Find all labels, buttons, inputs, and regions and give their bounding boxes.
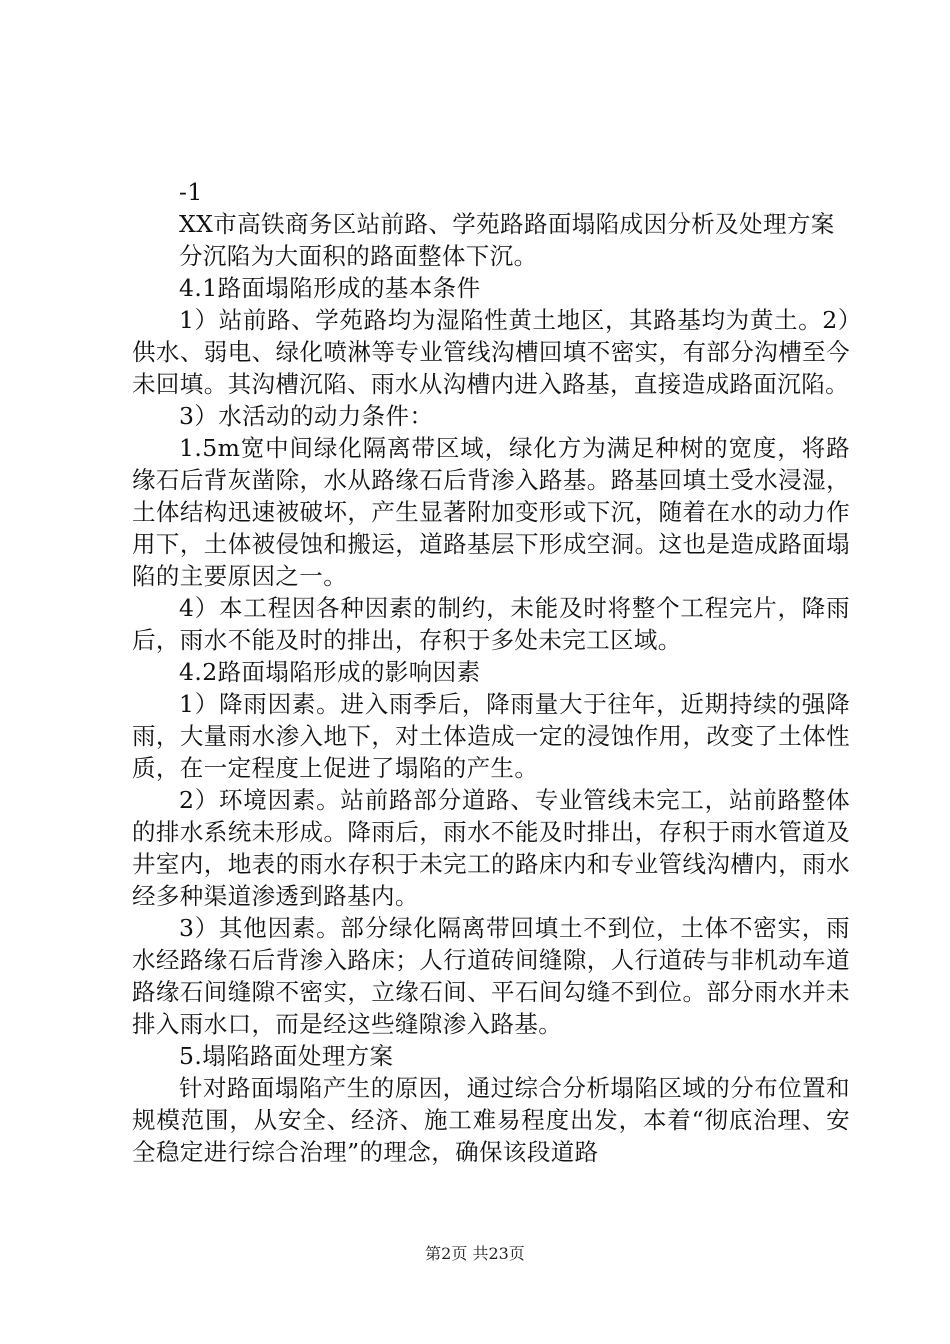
paragraph: 1）站前路、学苑路均为湿陷性黄土地区，其路基均为黄土。2）供水、弱电、绿化喷淋等专业管线沟槽回填不密实，有部分沟槽至今未回填。其沟槽沉陷、雨水从沟槽内进入路基，直接造成路面沉陷。 (132, 306, 850, 398)
paragraph: 3）其他因素。部分绿化隔离带回填土不到位，土体不密实，雨水经路缘石后背渗入路床；人行道砖间缝隙，人行道砖与非机动车道路缘石间缝隙不密实，立缘石间、平石间勾缝不到位。部分雨水并未排入雨水口，而是经这些缝隙渗入路基。 (132, 914, 850, 1038)
section-heading: 4.2路面塌陷形成的影响因素 (179, 658, 481, 686)
paragraph: 3）水活动的动力条件： (179, 402, 434, 430)
document-title: XX市高铁商务区站前路、学苑路路面塌陷成因分析及处理方案 (179, 210, 835, 238)
document-body (132, 176, 850, 1168)
page-footer: 第2页 共23页 (425, 1244, 525, 1263)
paragraph: 4）本工程因各种因素的制约，未能及时将整个工程完片，降雨后，雨水不能及时的排出，存积于多处未完工区域。 (132, 594, 850, 654)
paragraph: 针对路面塌陷产生的原因，通过综合分析塌陷区域的分布位置和规模范围，从安全、经济、施工难易程度出发，本着“彻底治理、安全稳定进行综合治理”的理念，确保该段道路 (132, 1074, 850, 1166)
paragraph: 1）降雨因素。进入雨季后，降雨量大于往年，近期持续的强降雨，大量雨水渗入地下，对土体造成一定的浸蚀作用，改变了土体性质，在一定程度上促进了塌陷的产生。 (132, 690, 850, 782)
paragraph: 2）环境因素。站前路部分道路、专业管线未完工，站前路整体的排水系统未形成。降雨后，雨水不能及时排出，存积于雨水管道及井室内，地表的雨水存积于未完工的路床内和专业管线沟槽内，雨水经多种渠道渗透到路基内。 (132, 786, 850, 910)
paragraph: 分沉陷为大面积的路面整体下沉。 (179, 242, 538, 270)
paragraph: 1.5m宽中间绿化隔离带区域，绿化方为满足种树的宽度，将路缘石后背灰凿除，水从路缘石后背渗入路基。路基回填土受水浸湿，土体结构迅速被破坏，产生显著附加变形或下沉，随着在水的动力作用下，土体被侵蚀和搬运，道路基层下形成空洞。这也是造成路面塌陷的主要原因之一。 (132, 434, 850, 590)
page-marker: -1 (179, 178, 203, 206)
section-heading: 4.1路面塌陷形成的基本条件 (179, 274, 481, 302)
section-heading: 5.塌陷路面处理方案 (179, 1042, 394, 1070)
